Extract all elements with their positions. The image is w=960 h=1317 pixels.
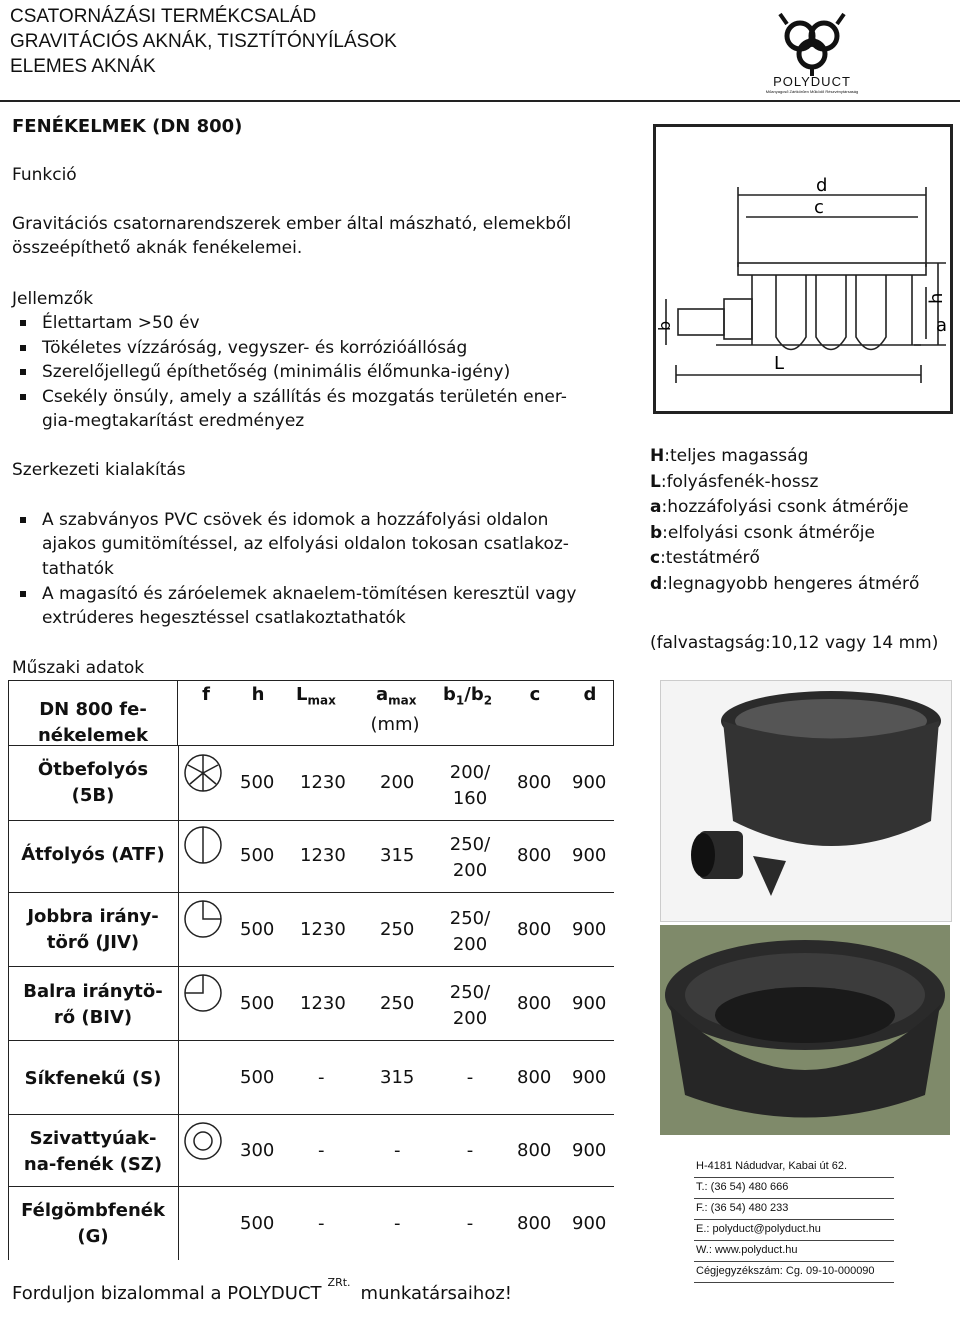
dim-label-L: L <box>774 353 785 374</box>
header-line-1: CSATORNÁZÁSI TERMÉKCSALÁD <box>10 6 317 27</box>
legend-item: d:legnagyobb hengeres átmérő <box>650 573 920 594</box>
header-divider <box>0 100 960 102</box>
cell-h: - <box>318 1213 325 1234</box>
szerkezeti-item-2: A magasító és záróelemek aknaelem-tömítésen keresztül vagy <box>12 582 622 607</box>
row-label-s: Síkfenekű (S) <box>24 1068 162 1089</box>
cell-h: 1230 <box>300 919 346 940</box>
cell-b: - <box>466 1067 474 1088</box>
cell-d: 900 <box>572 1213 607 1234</box>
szerkezeti-item-1-line-2: ajakos gumitömítéssel, az elfolyási oldalon tokosan csatlakoz- <box>42 534 569 554</box>
product-photo-2-image <box>660 925 950 1135</box>
szerkezeti-list <box>12 508 622 533</box>
contact-block <box>694 1157 894 1283</box>
legend-item: c:testátmérő <box>650 548 760 568</box>
cell-d: 900 <box>572 919 607 940</box>
cell-h: - <box>318 1067 325 1088</box>
logo-subtext: Műanyagcső Zártkörűen Működő Részvénytársaság <box>765 89 859 94</box>
col-header-c: c <box>529 684 541 705</box>
dim-label-h: h <box>926 292 947 304</box>
legend-item: H:teljes magasság <box>650 446 809 466</box>
contact-phone: T.: (36 54) 480 666 <box>694 1178 894 1199</box>
row-label-jiv: Jobbra irány- törő (JIV) <box>27 906 159 953</box>
header-line-2: GRAVITÁCIÓS AKNÁK, TISZTÍTÓNYÍLÁSOK <box>10 31 397 52</box>
szerkezeti-list-2 <box>12 582 622 607</box>
col-header-f: f <box>202 684 210 705</box>
cell-l: - <box>394 1213 401 1234</box>
cell-l: 200 <box>380 772 415 793</box>
footer-slogan: Forduljon bizalommal a $POLYDUCT^{ZRt.}munkatársaihoz$! <box>12 1276 513 1304</box>
cell-h: 1230 <box>300 993 346 1014</box>
dimension-legend <box>650 444 919 597</box>
contact-web[interactable]: W.: www.polyduct.hu <box>694 1241 894 1262</box>
table-label-column-border <box>178 746 179 1260</box>
jellemzo-item: Csekély önsúly, amely a szállítás és mozgatás területén ener- <box>12 385 622 410</box>
muszaki-heading: Műszaki adatok <box>12 658 145 678</box>
contact-email[interactable]: E.: polyduct@polyduct.hu <box>694 1220 894 1241</box>
product-photo-1-image <box>661 681 951 921</box>
table-left-border <box>8 746 9 1260</box>
legend-item: a:hozzáfolyási csonk átmérője <box>650 497 909 517</box>
col-header-L: $L_{max}$ <box>296 684 336 708</box>
cell-l: - <box>394 1140 401 1161</box>
jellemzo-item: Szerelőjellegű építhetőség (minimális élőmunka-igény) <box>12 360 622 385</box>
right-turn-symbol-icon <box>182 898 224 940</box>
cell-d: 900 <box>572 1140 607 1161</box>
cell-c: 800 <box>517 772 552 793</box>
five-inlet-symbol-icon <box>182 752 224 794</box>
cell-b: 250/ 200 <box>449 982 491 1029</box>
col-header-h: h <box>251 684 265 705</box>
table-header-label: DN 800 fe- nékelemek <box>37 699 149 746</box>
dim-label-d: d <box>816 175 828 196</box>
row-divider <box>8 820 614 821</box>
jellemzok-heading: Jellemzők <box>12 289 94 309</box>
row-divider <box>8 1040 614 1041</box>
row-divider <box>8 1114 614 1115</box>
legend-item: b:elfolyási csonk átmérője <box>650 522 875 543</box>
cell-f: 500 <box>240 1067 275 1088</box>
cell-c: 800 <box>517 845 552 866</box>
row-label-g: Félgömbfenék (G) <box>21 1200 165 1247</box>
cell-l: 315 <box>380 845 415 866</box>
cell-c: 800 <box>517 1067 552 1088</box>
left-turn-symbol-icon <box>182 972 224 1014</box>
cell-h: - <box>318 1140 325 1161</box>
row-divider <box>8 1186 614 1187</box>
jellemzo-item: Élettartam >50 év <box>12 311 622 336</box>
szerkezeti-heading: Szerkezeti kialakítás <box>12 460 186 480</box>
dim-label-c: c <box>814 197 824 218</box>
cell-l: 315 <box>380 1067 415 1088</box>
cell-c: 800 <box>517 993 552 1014</box>
cell-d: 900 <box>572 845 607 866</box>
contact-fax: F.: (36 54) 480 233 <box>694 1199 894 1220</box>
dim-label-b: b <box>656 320 674 331</box>
row-label-sz: Szivattyúak- na-fenék (SZ) <box>23 1128 163 1175</box>
header-line-3: ELEMES AKNÁK <box>10 56 156 77</box>
contact-registry: Cégjegyzékszám: Cg. 09-10-000090 <box>694 1262 894 1283</box>
col-header-a: $a_{max}$ <box>376 684 417 708</box>
funkcio-text-2: összeépíthető aknák fenékelemei. <box>12 238 303 258</box>
cell-l: 250 <box>380 993 415 1014</box>
cell-f: 500 <box>240 919 275 940</box>
row-label-biv: Balra iránytö- rő (BIV) <box>23 981 163 1028</box>
logo-text: POLYDUCT <box>773 74 851 89</box>
jellemzok-list <box>12 311 622 409</box>
cell-b: - <box>466 1213 474 1234</box>
cell-d: 900 <box>572 1067 607 1088</box>
cell-c: 800 <box>517 919 552 940</box>
cell-f: 500 <box>240 772 275 793</box>
cell-b: 250/ 200 <box>449 834 491 881</box>
cell-f: 500 <box>240 993 275 1014</box>
szerkezeti-item-2-line-2: extrúderes hegesztéssel csatlakoztathatók <box>42 608 406 628</box>
cell-d: 900 <box>572 993 607 1014</box>
cell-b: 250/ 200 <box>449 908 491 955</box>
jellemzo-item: Tökéletes vízzáróság, vegyszer- és korrózióállóság <box>12 336 622 361</box>
cell-f: 500 <box>240 1213 275 1234</box>
szerkezeti-item-1-line-3: tathatók <box>42 559 114 579</box>
unit-label: (mm) <box>370 714 420 735</box>
wall-thickness-note: (falvastagság:10,12 vagy 14 mm) <box>650 633 939 653</box>
contact-address: H-4181 Nádudvar, Kabai út 62. <box>694 1157 894 1178</box>
page-title: FENÉKELMEK (DN 800) <box>12 116 243 137</box>
straight-flow-symbol-icon <box>182 824 224 866</box>
row-divider <box>8 892 614 893</box>
row-label-5b: Ötbefolyós (5B) <box>37 759 149 806</box>
dim-label-a: a <box>936 315 948 336</box>
szerkezeti-item-1: A szabványos PVC csövek és idomok a hozzáfolyási oldalon <box>12 508 622 533</box>
row-divider <box>8 966 614 967</box>
col-header-d: d <box>583 684 597 705</box>
cell-b: 200/ 160 <box>449 762 491 809</box>
funkcio-text-1: Gravitációs csatornarendszerek ember által mászható, elemekből <box>12 214 572 234</box>
pump-sump-symbol-icon <box>182 1120 224 1162</box>
cell-d: 900 <box>572 772 607 793</box>
cell-f: 300 <box>240 1140 275 1161</box>
product-photo-2 <box>660 925 950 1135</box>
cell-c: 800 <box>517 1213 552 1234</box>
col-header-b: $b_1/b_2$ <box>443 684 493 708</box>
product-photo-1 <box>660 680 952 922</box>
funkcio-heading: Funkció <box>12 165 77 185</box>
technical-drawing-svg <box>656 127 950 411</box>
legend-item: L:folyásfenék-hossz <box>650 471 819 492</box>
cell-b: - <box>466 1140 474 1161</box>
cell-f: 500 <box>240 845 275 866</box>
cell-h: 1230 <box>300 845 346 866</box>
technical-drawing <box>653 124 953 414</box>
cell-h: 1230 <box>300 772 346 793</box>
jellemzo-item-continuation: gia-megtakarítást eredményez <box>42 411 305 431</box>
row-label-atf: Átfolyós (ATF) <box>21 844 165 865</box>
cell-l: 250 <box>380 919 415 940</box>
cell-c: 800 <box>517 1140 552 1161</box>
